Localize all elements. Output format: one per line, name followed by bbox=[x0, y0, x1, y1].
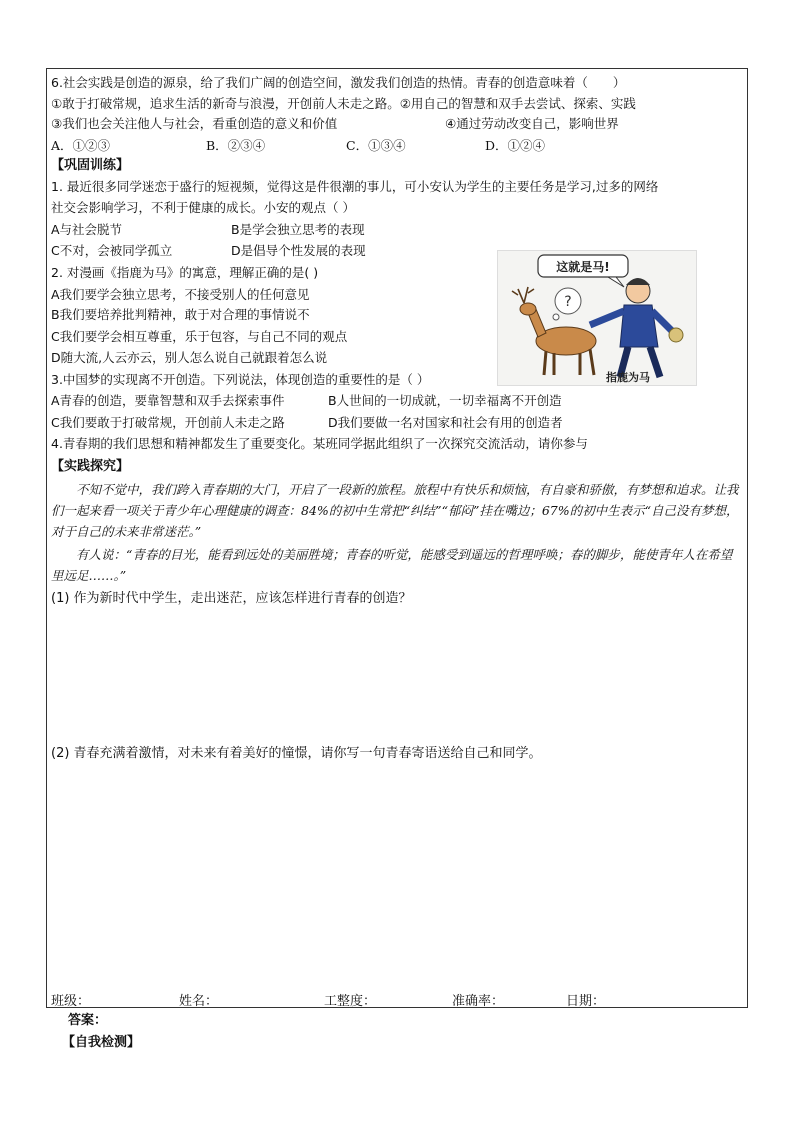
q1-option-a: A与社会脱节 bbox=[51, 222, 123, 237]
speech-bubble-tail bbox=[608, 277, 624, 287]
practice-paragraph-1: 不知不觉中，我们跨入青春期的大门，开启了一段新的旅程。旅程中有快乐和烦恼，有自豪和骄傲，有梦想和追求。让我们一起来看一项关于青少年心理健康的调查：84%的初中生常把“纠结”“郁闷”挂在嘴边；67%的初中生表示“自己没有梦想，对于自己的未来非常迷茫。” bbox=[51, 482, 739, 539]
bubble-text: 这就是马! bbox=[556, 260, 610, 274]
man-figure bbox=[590, 278, 683, 377]
q1-option-d: D是倡导个性发展的表现 bbox=[231, 243, 366, 258]
q1-line1: 1. 最近很多同学迷恋于盛行的短视频，觉得这是件很潮的事儿，可小安认为学生的主要任务是学习,过多的网络 bbox=[51, 179, 659, 194]
cartoon-illustration bbox=[497, 250, 697, 386]
q1-line2: 社交会影响学习，不利于健康的成长。小安的观点（ ） bbox=[51, 200, 355, 215]
q3-option-b: B人世间的一切成就，一切幸福离不开创造 bbox=[328, 393, 562, 408]
footer-neatness: 工整度： bbox=[324, 994, 377, 1009]
deer-figure bbox=[512, 287, 596, 375]
q2-option-d: D随大流,人云亦云，别人怎么说自己就跟着怎么说 bbox=[51, 350, 328, 365]
q6-choice-b: B．②③④ bbox=[206, 138, 266, 153]
question-mark: ? bbox=[564, 294, 572, 310]
practice-question-2: (2) 青春充满着激情，对未来有着美好的憧憬，请你写一句青春寄语送给自己和同学。 bbox=[51, 746, 542, 761]
footer-date: 日期： bbox=[566, 994, 606, 1009]
q1-option-b: B是学会独立思考的表现 bbox=[231, 222, 365, 237]
practice-paragraph-2: 有人说：“青春的目光，能看到远处的美丽胜境；青春的听觉，能感受到遥远的哲理呼唤；春的脚步，能使青年人在希望里远足……。” bbox=[51, 547, 733, 583]
footer-class: 班级： bbox=[51, 994, 91, 1009]
answers-label: 答案： bbox=[68, 1013, 108, 1028]
q6-items-line1: ①敢于打破常规，追求生活的新奇与浪漫，开创前人未走之路。②用自己的智慧和双手去尝试、探索、实践 bbox=[51, 96, 636, 111]
thought-dot bbox=[553, 314, 559, 320]
q1-option-c: C不对，会被同学孤立 bbox=[51, 243, 173, 258]
money-bag-icon bbox=[669, 328, 683, 342]
q6-stem: 6.社会实践是创造的源泉，给了我们广阔的创造空间，激发我们创造的热情。青春的创造意味着（ ） bbox=[51, 75, 626, 90]
cartoon-caption: 指鹿为马 bbox=[606, 371, 650, 384]
q6-items-line2b: ④通过劳动改变自己，影响世界 bbox=[445, 116, 619, 131]
q6-items-line2a: ③我们也会关注他人与社会，看重创造的意义和价值 bbox=[51, 116, 338, 131]
self-check-header: 【自我检测】 bbox=[62, 1035, 141, 1050]
q2-option-c: C我们要学会相互尊重，乐于包容，与自己不同的观点 bbox=[51, 329, 348, 344]
practice-header: 【实践探究】 bbox=[51, 459, 130, 474]
q6-choice-c: C．①③④ bbox=[346, 138, 406, 153]
q2-stem: 2. 对漫画《指鹿为马》的寓意，理解正确的是( ) bbox=[51, 265, 319, 280]
q2-option-a: A我们要学会独立思考，不接受别人的任何意见 bbox=[51, 287, 310, 302]
q3-option-a: A青春的创造，要靠智慧和双手去探索事件 bbox=[51, 393, 285, 408]
q4-stem: 4.青春期的我们思想和精神都发生了重要变化。某班同学据此组织了一次探究交流活动，请你参与 bbox=[51, 436, 588, 451]
footer-accuracy: 准确率： bbox=[452, 994, 505, 1009]
footer-name: 姓名： bbox=[179, 994, 219, 1009]
q2-option-b: B我们要培养批判精神，敢于对合理的事情说不 bbox=[51, 307, 310, 322]
q3-option-d: D我们要做一名对国家和社会有用的创造者 bbox=[328, 415, 563, 430]
q6-choice-a: A．①②③ bbox=[51, 138, 111, 153]
cartoon-svg bbox=[498, 251, 696, 385]
q3-option-c: C我们要敢于打破常规，开创前人未走之路 bbox=[51, 415, 285, 430]
q6-choice-d: D．①②④ bbox=[485, 138, 546, 153]
practice-question-1: (1) 作为新时代中学生，走出迷茫，应该怎样进行青春的创造？ bbox=[51, 591, 412, 606]
q3-stem: 3.中国梦的实现离不开创造。下列说法，体现创造的重要性的是（ ） bbox=[51, 372, 430, 387]
consolidate-header: 【巩固训练】 bbox=[51, 158, 130, 173]
